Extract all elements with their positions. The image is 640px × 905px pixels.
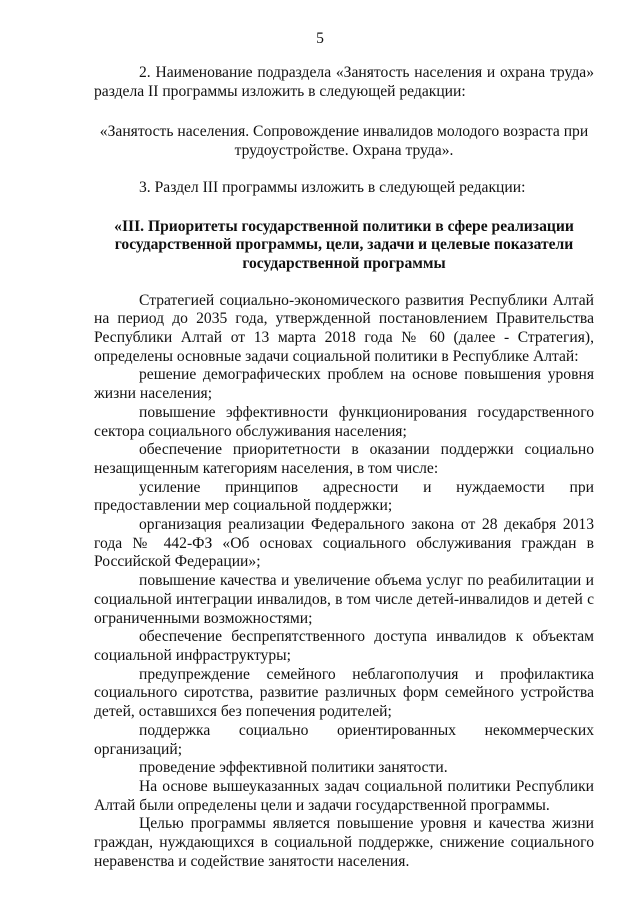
list-item: предупреждение семейного неблагополучия и профилактика социального сиротства, развитие различных форм семейного устройства детей, оставшихся без попечения родителей;: [94, 665, 594, 721]
list-item: повышение качества и увеличение объема услуг по реабилитации и социальной интеграции инвалидов, в том числе детей-инвалидов и детей с ограниченными возможностями;: [94, 572, 594, 627]
list-item: поддержка социально ориентированных некоммерческих организаций;: [94, 721, 594, 758]
list-item: обеспечение приоритетности в оказании поддержки социально незащищенным категориям населения, в том числе:: [94, 441, 594, 477]
list-item: организация реализации Федерального закона от 28 декабря 2013 года № 442-ФЗ «Об основах социального обслуживания граждан в Российской Федерации»;: [94, 516, 594, 571]
list-item: проведение эффективной политики занятости.: [139, 759, 448, 777]
list-item: обеспечение беспрепятственного доступа инвалидов к объектам социальной инфраструктуры;: [94, 628, 594, 664]
document-body: [94, 64, 594, 871]
paragraph-section-iii-intro: 3. Раздел III программы изложить в следующей редакции:: [139, 178, 526, 196]
list-item: усиление принципов адресности и нуждаемости при предоставлении мер социальной поддержки;: [94, 478, 594, 515]
paragraph-new-subsection-title: «Занятость населения. Сопровождение инвалидов молодого возраста при трудоустройстве. Охрана труда».: [99, 123, 589, 160]
paragraph-strategy: Стратегией социально-экономического развития Республики Алтай на период до 2035 года, утвержденной постановлением Правительства Республики Алтай от 13 марта 2018 года № 60 (далее - Стратегия), определены основные задачи социальной политики в Республике Алтай:: [94, 291, 594, 365]
paragraph-goals-basis: На основе вышеуказанных задач социальной политики Республики Алтай были определены цели и задачи государственной программы.: [94, 777, 594, 814]
page-number: 5: [316, 30, 324, 47]
list-item: решение демографических проблем на основе повышения уровня жизни населения;: [94, 366, 594, 403]
section-heading: «III. Приоритеты государственной политики в сфере реализации государственной программы, цели, задачи и целевые показатели государственной программы: [114, 217, 574, 272]
list-item: повышение эффективности функционирования государственного сектора социального обслуживания населения;: [94, 403, 594, 440]
paragraph-program-goal: Целью программы является повышение уровня и качества жизни граждан, нуждающихся в социальной поддержке, снижение социального неравенства и содействие занятости населения.: [94, 815, 594, 870]
paragraph-subsection-rename: 2. Наименование подраздела «Занятость населения и охрана труда» раздела II программы изложить в следующей редакции:: [94, 64, 594, 100]
